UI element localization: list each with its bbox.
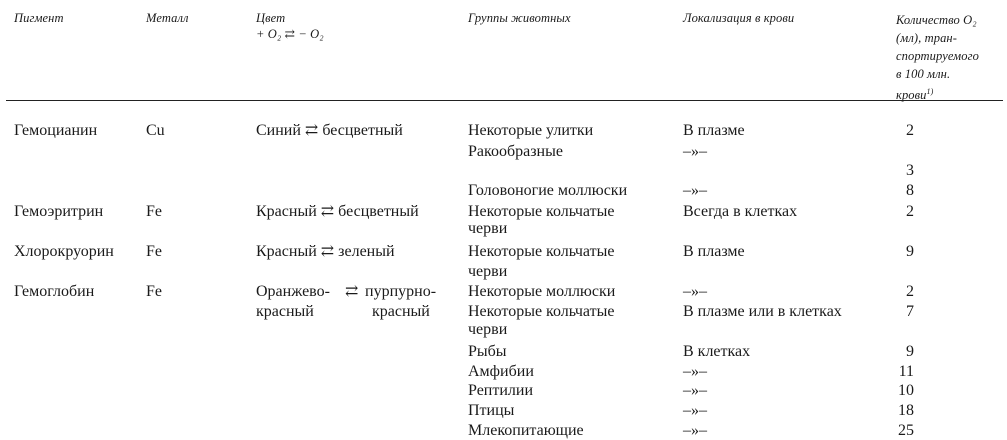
color-change-left: Оранжево- (256, 283, 330, 300)
blood-location: –»– (683, 382, 707, 399)
blood-location: В плазме (683, 122, 745, 139)
animal-group: Некоторые моллюски (468, 283, 616, 300)
blood-location: –»– (683, 422, 707, 439)
animal-group: черви (468, 220, 508, 237)
blood-location: –»– (683, 363, 707, 380)
animal-group: Некоторые кольчатые (468, 203, 615, 220)
oxygen-amount: 9 (906, 243, 914, 260)
color-change: Синий ⇄ бесцветный (256, 122, 403, 139)
header-metal: Металл (146, 11, 189, 25)
animal-group: Птицы (468, 402, 515, 419)
footnote-marker: 1) (926, 87, 934, 96)
pigment-name: Хлорокруорин (14, 243, 114, 260)
header-amount-line: (мл), тран- (896, 31, 957, 45)
blood-location: В клетках (683, 343, 751, 360)
animal-group: черви (468, 321, 508, 338)
oxygen-amount: 10 (898, 382, 914, 399)
animal-group: Рептилии (468, 382, 534, 399)
header-color: Цвет (256, 11, 286, 25)
oxygen-amount: 8 (906, 182, 914, 199)
animal-group: Головоногие моллюски (468, 182, 628, 199)
pigment-name: Гемоэритрин (14, 203, 104, 220)
blood-location: –»– (683, 402, 707, 419)
metal-symbol: Fe (146, 203, 162, 220)
header-rule (6, 100, 1003, 101)
animal-group: Некоторые улитки (468, 122, 594, 139)
header-amount-line: в 100 млн. (896, 67, 951, 81)
color-change-right-cont: красный (372, 303, 430, 320)
oxygen-amount: 2 (906, 203, 914, 220)
animal-group: Рыбы (468, 343, 507, 360)
animal-group: Млекопитающие (468, 422, 584, 439)
color-change: Красный ⇄ бесцветный (256, 203, 419, 220)
oxygen-amount: 18 (898, 402, 914, 419)
color-change: Красный ⇄ зеленый (256, 243, 395, 260)
blood-location: В плазме или в клетках (683, 303, 842, 320)
header-amount-line: Количество O₂ (896, 13, 977, 27)
header-amount-line: спортируемого (896, 49, 979, 63)
animal-group: Амфибии (468, 363, 534, 380)
oxygen-amount: 7 (906, 303, 914, 320)
header-oxygen-amount (896, 11, 979, 104)
pigment-name: Гемоцианин (14, 122, 98, 139)
oxygen-amount: 25 (898, 422, 914, 439)
animal-group: Некоторые кольчатые (468, 243, 615, 260)
pigment-name: Гемоглобин (14, 283, 95, 300)
header-blood-location: Локализация в крови (683, 11, 795, 25)
header-amount-text: крови (896, 88, 927, 102)
oxygen-amount: 2 (906, 283, 914, 300)
header-pigment: Пигмент (14, 11, 64, 25)
color-change-arrow: ⇄ (345, 283, 359, 300)
oxygen-amount: 11 (898, 363, 914, 380)
blood-location: –»– (683, 143, 707, 160)
header-color-formula: + O₂ ⇄ − O₂ (256, 27, 324, 41)
color-change-left-cont: красный (256, 303, 314, 320)
animal-group: Ракообразные (468, 143, 563, 160)
animal-group: черви (468, 263, 508, 280)
color-change-right: пурпурно- (365, 283, 437, 300)
metal-symbol: Cu (146, 122, 165, 139)
metal-symbol: Fe (146, 243, 162, 260)
header-animal-groups: Группы животных (468, 11, 571, 25)
blood-location: –»– (683, 283, 707, 300)
blood-location: Всегда в клетках (683, 203, 798, 220)
oxygen-amount: 9 (906, 343, 914, 360)
oxygen-amount: 2 (906, 122, 914, 139)
oxygen-amount: 3 (906, 162, 914, 179)
animal-group: Некоторые кольчатые (468, 303, 615, 320)
blood-location: В плазме (683, 243, 745, 260)
metal-symbol: Fe (146, 283, 162, 300)
blood-location: –»– (683, 182, 707, 199)
